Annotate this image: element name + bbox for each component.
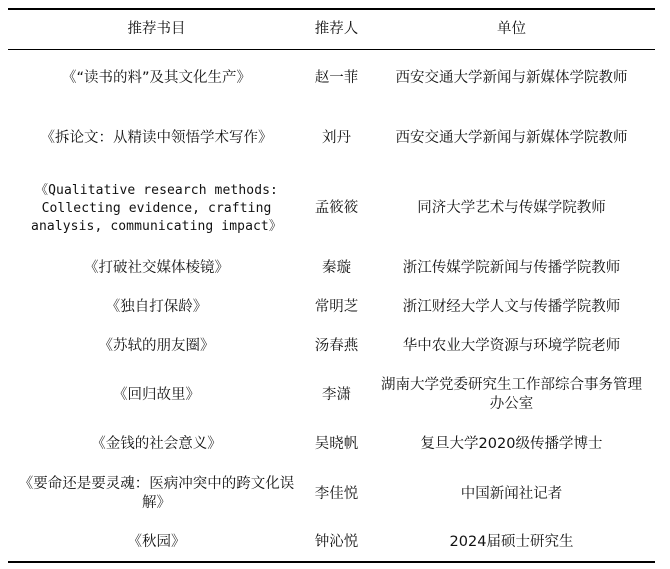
recommender-unit: 华中农业大学资源与环境学院老师	[402, 337, 621, 354]
table-row	[8, 249, 655, 288]
header-recommender: 推荐人	[314, 21, 359, 37]
recommender-name: 刘丹	[322, 129, 351, 146]
book-title: 《独自打保龄》	[105, 298, 208, 315]
recommender-unit: 西安交通大学新闻与新媒体学院教师	[395, 129, 628, 146]
recommender-unit: 中国新闻社记者	[460, 485, 563, 502]
recommender-name: 汤春燕	[314, 337, 359, 354]
recommender-name: 钟沁悦	[314, 533, 359, 550]
book-title: 《“读书的料”及其文化生产》	[61, 70, 252, 87]
table-row	[8, 366, 655, 425]
recommender-name: 吴晓帆	[314, 436, 359, 452]
table-row	[8, 327, 655, 366]
book-recommendation-table	[8, 8, 655, 563]
table-row	[8, 50, 655, 108]
header-unit: 单位	[497, 21, 526, 37]
recommender-name: 秦璇	[322, 259, 351, 276]
book-title: 《秋园》	[127, 533, 186, 550]
book-title: 《苏轼的朋友圈》	[98, 337, 215, 354]
table-row	[8, 288, 655, 327]
recommender-unit: 2024届硕士研究生	[449, 533, 574, 550]
book-title: 《打破社交媒体棱镜》	[84, 259, 229, 276]
recommender-unit: 西安交通大学新闻与新媒体学院教师	[395, 70, 628, 87]
recommender-unit: 浙江传媒学院新闻与传播学院教师	[402, 259, 621, 276]
recommender-unit: 同济大学艺术与传媒学院教师	[417, 200, 606, 216]
recommender-name: 常明芝	[314, 298, 359, 315]
book-title: 《要命还是要灵魂：医病冲突中的跨文化误解》	[18, 476, 295, 511]
table-row	[8, 524, 655, 562]
table-row	[8, 425, 655, 465]
book-title: 《拆论文：从精读中领悟学术写作》	[40, 129, 273, 146]
book-title: 《Qualitative research methods: Collecting evidence, crafting analysis, communicating impact》	[31, 182, 282, 234]
book-title: 《金钱的社会意义》	[91, 436, 222, 452]
book-title: 《回归故里》	[113, 386, 200, 403]
header-row	[8, 9, 655, 50]
recommender-unit: 湖南大学党委研究生工作部综合事务管理办公室	[381, 377, 642, 412]
table-body	[8, 50, 655, 562]
recommender-name: 李佳悦	[314, 485, 359, 502]
recommender-name: 李潇	[322, 386, 351, 403]
table-row	[8, 169, 655, 249]
table-header	[8, 9, 655, 50]
recommender-name: 赵一菲	[314, 70, 359, 87]
table-row	[8, 465, 655, 524]
table-row	[8, 108, 655, 169]
recommender-unit: 浙江财经大学人文与传播学院教师	[402, 298, 621, 315]
recommender-name: 孟筱筱	[314, 200, 359, 216]
header-book: 推荐书目	[127, 21, 186, 37]
recommender-unit: 复旦大学2020级传播学博士	[420, 436, 603, 452]
